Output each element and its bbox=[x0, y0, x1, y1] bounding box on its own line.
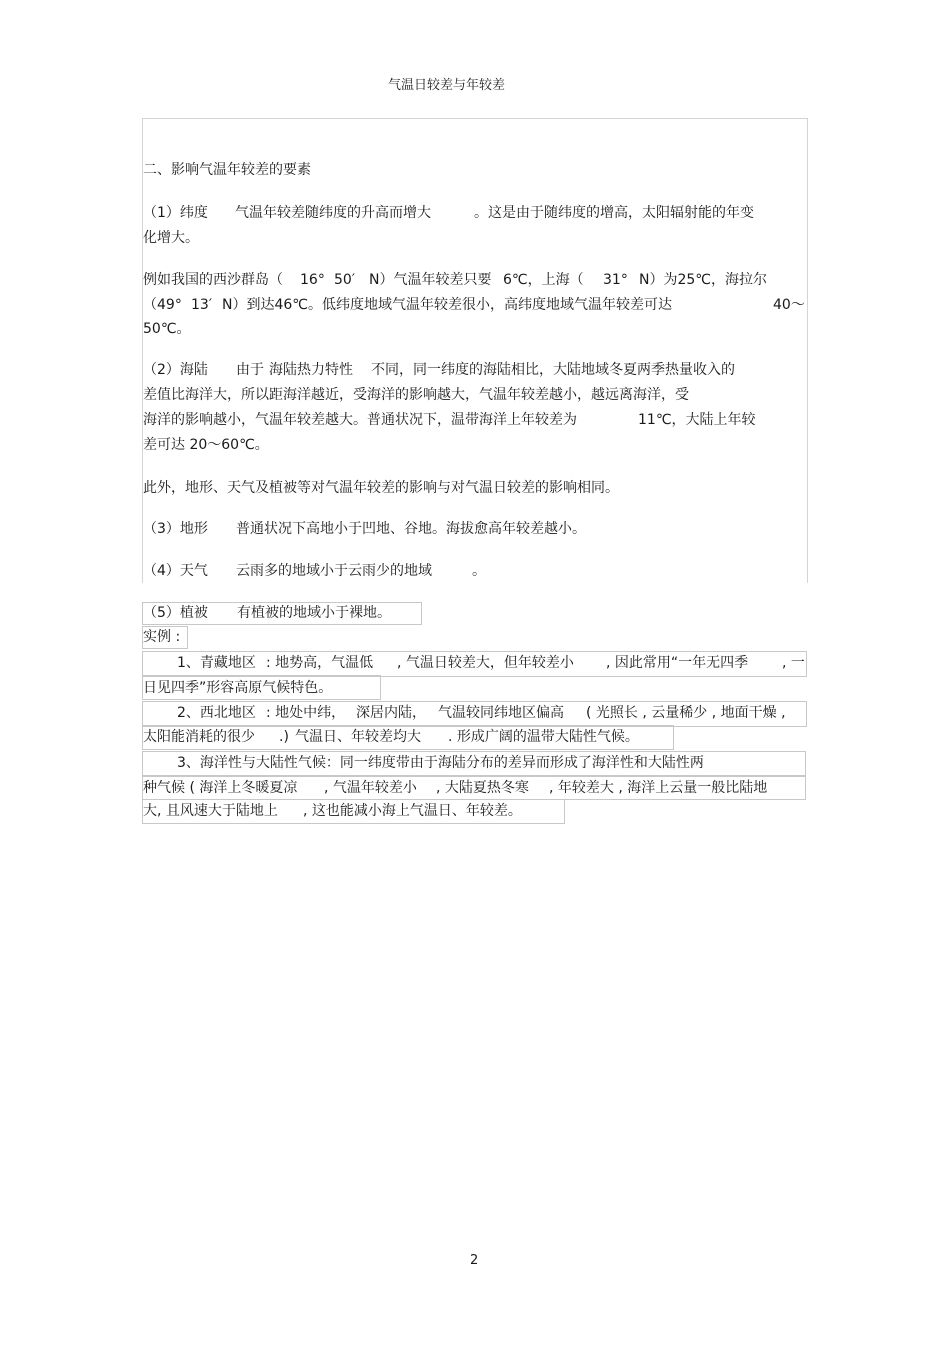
item-weather-text: 云雨多的地域小于云雨少的地域 bbox=[236, 563, 432, 579]
example-text: 50℃。 bbox=[143, 321, 191, 337]
example-1-text: : 地势高，气温低 bbox=[266, 655, 374, 671]
example-2-text: 太阳能消耗的很少 bbox=[143, 729, 255, 745]
example-2-text: 2、西北地区 bbox=[177, 705, 256, 721]
item-latitude-statement: 气温年较差随纬度的升高而增大 bbox=[235, 205, 431, 221]
examples-label: 实例 : bbox=[143, 629, 181, 645]
item-land-sea-text: 11℃，大陆上年较 bbox=[638, 412, 756, 428]
item-land-sea-text: 由于 bbox=[236, 362, 264, 378]
example-text: （49° bbox=[143, 297, 182, 313]
example-1-text: , 一 bbox=[782, 655, 805, 671]
example-1-text: 日见四季”形容高原气候特色。 bbox=[143, 680, 333, 696]
example-1-text: , 因此常用“一年无四季 bbox=[606, 655, 749, 671]
item-terrain-label: （3）地形 bbox=[143, 521, 208, 537]
item-land-sea-text: 不同，同一纬度的海陆相比，大陆地域冬夏两季热量收入的 bbox=[371, 362, 735, 378]
example-3-text: 3、海洋性与大陆性气候：同一纬度带由于海陆分布的差异而形成了海洋性和大陆性两 bbox=[177, 755, 704, 771]
example-2-text: . 形成广阔的温带大陆性气候。 bbox=[448, 729, 639, 745]
example-2-text: .) bbox=[279, 729, 289, 745]
section-heading: 二、影响气温年较差的要素 bbox=[143, 162, 311, 178]
item-weather-text: 。 bbox=[472, 563, 486, 579]
item-latitude-text: 。这是由于随纬度的增高，太阳辐射能的年变 bbox=[474, 205, 754, 221]
example-2-text: 气温日、年较差均大 bbox=[295, 729, 421, 745]
example-text: N）气温年较差只要 bbox=[369, 272, 492, 288]
item-vegetation-label: （5）植被 bbox=[143, 605, 208, 621]
item-land-sea-text: 海洋的影响越小，气温年较差越大。普通状况下，温带海洋上年较差为 bbox=[143, 412, 577, 428]
example-3-text: , 大陆夏热冬寒 bbox=[436, 780, 529, 796]
example-1-text: , 气温日较差大，但年较差小 bbox=[397, 655, 574, 671]
example-text: N）到达46℃。低纬度地域气温年较差很小，高纬度地域气温年较差可达 bbox=[222, 297, 673, 313]
example-2-text: : 地处中纬， bbox=[266, 705, 346, 721]
example-text: 40～ bbox=[773, 297, 805, 313]
example-text: 31° bbox=[603, 272, 628, 288]
example-text: 13′ bbox=[191, 297, 212, 313]
example-3-text: 种气候 ( 海洋上冬暖夏凉 bbox=[143, 780, 298, 796]
example-text: 16° bbox=[300, 272, 325, 288]
page-header-title: 气温日较差与年较差 bbox=[388, 78, 506, 93]
example-3-text: , 年较差大 , 海洋上云量一般比陆地 bbox=[549, 780, 768, 796]
example-text: 50′ bbox=[334, 272, 355, 288]
example-text: N）为25℃，海拉尔 bbox=[639, 272, 768, 288]
example-3-text: , 气温年较差小 bbox=[324, 780, 417, 796]
item-terrain-text: 普通状况下高地小于凹地、谷地。海拔愈高年较差越小。 bbox=[236, 521, 586, 537]
example-2-text: ( 光照长 , 云量稀少 , 地面干燥 , bbox=[586, 705, 786, 721]
item-land-sea-text: 差值比海洋大，所以距海洋越近，受海洋的影响越大，气温年较差越小，越远离海洋，受 bbox=[143, 387, 689, 403]
example-text: 例如我国的西沙群岛（ bbox=[143, 272, 283, 288]
item-land-sea-text: 海陆热力特性 bbox=[269, 362, 353, 378]
page-number: 2 bbox=[470, 1253, 479, 1268]
example-3-text: 大, 且风速大于陆地上 bbox=[143, 803, 278, 819]
content-frame bbox=[142, 118, 808, 583]
paragraph-other-factors: 此外，地形、天气及植被等对气温年较差的影响与对气温日较差的影响相同。 bbox=[143, 480, 619, 496]
example-1-text: 1、青藏地区 bbox=[177, 655, 256, 671]
example-text: 6℃，上海（ bbox=[503, 272, 584, 288]
example-2-text: 深居内陆， bbox=[356, 705, 426, 721]
item-latitude-label: （1）纬度 bbox=[143, 205, 208, 221]
item-weather-label: （4）天气 bbox=[143, 563, 208, 579]
item-land-sea-text: 差可达 20～60℃。 bbox=[143, 437, 269, 453]
item-latitude-text-2: 化增大。 bbox=[143, 230, 199, 246]
example-3-text: , 这也能减小海上气温日、年较差。 bbox=[303, 803, 522, 819]
example-2-text: 气温较同纬地区偏高 bbox=[438, 705, 564, 721]
item-vegetation-text: 有植被的地域小于裸地。 bbox=[237, 605, 391, 621]
item-land-sea-label: （2）海陆 bbox=[143, 362, 208, 378]
